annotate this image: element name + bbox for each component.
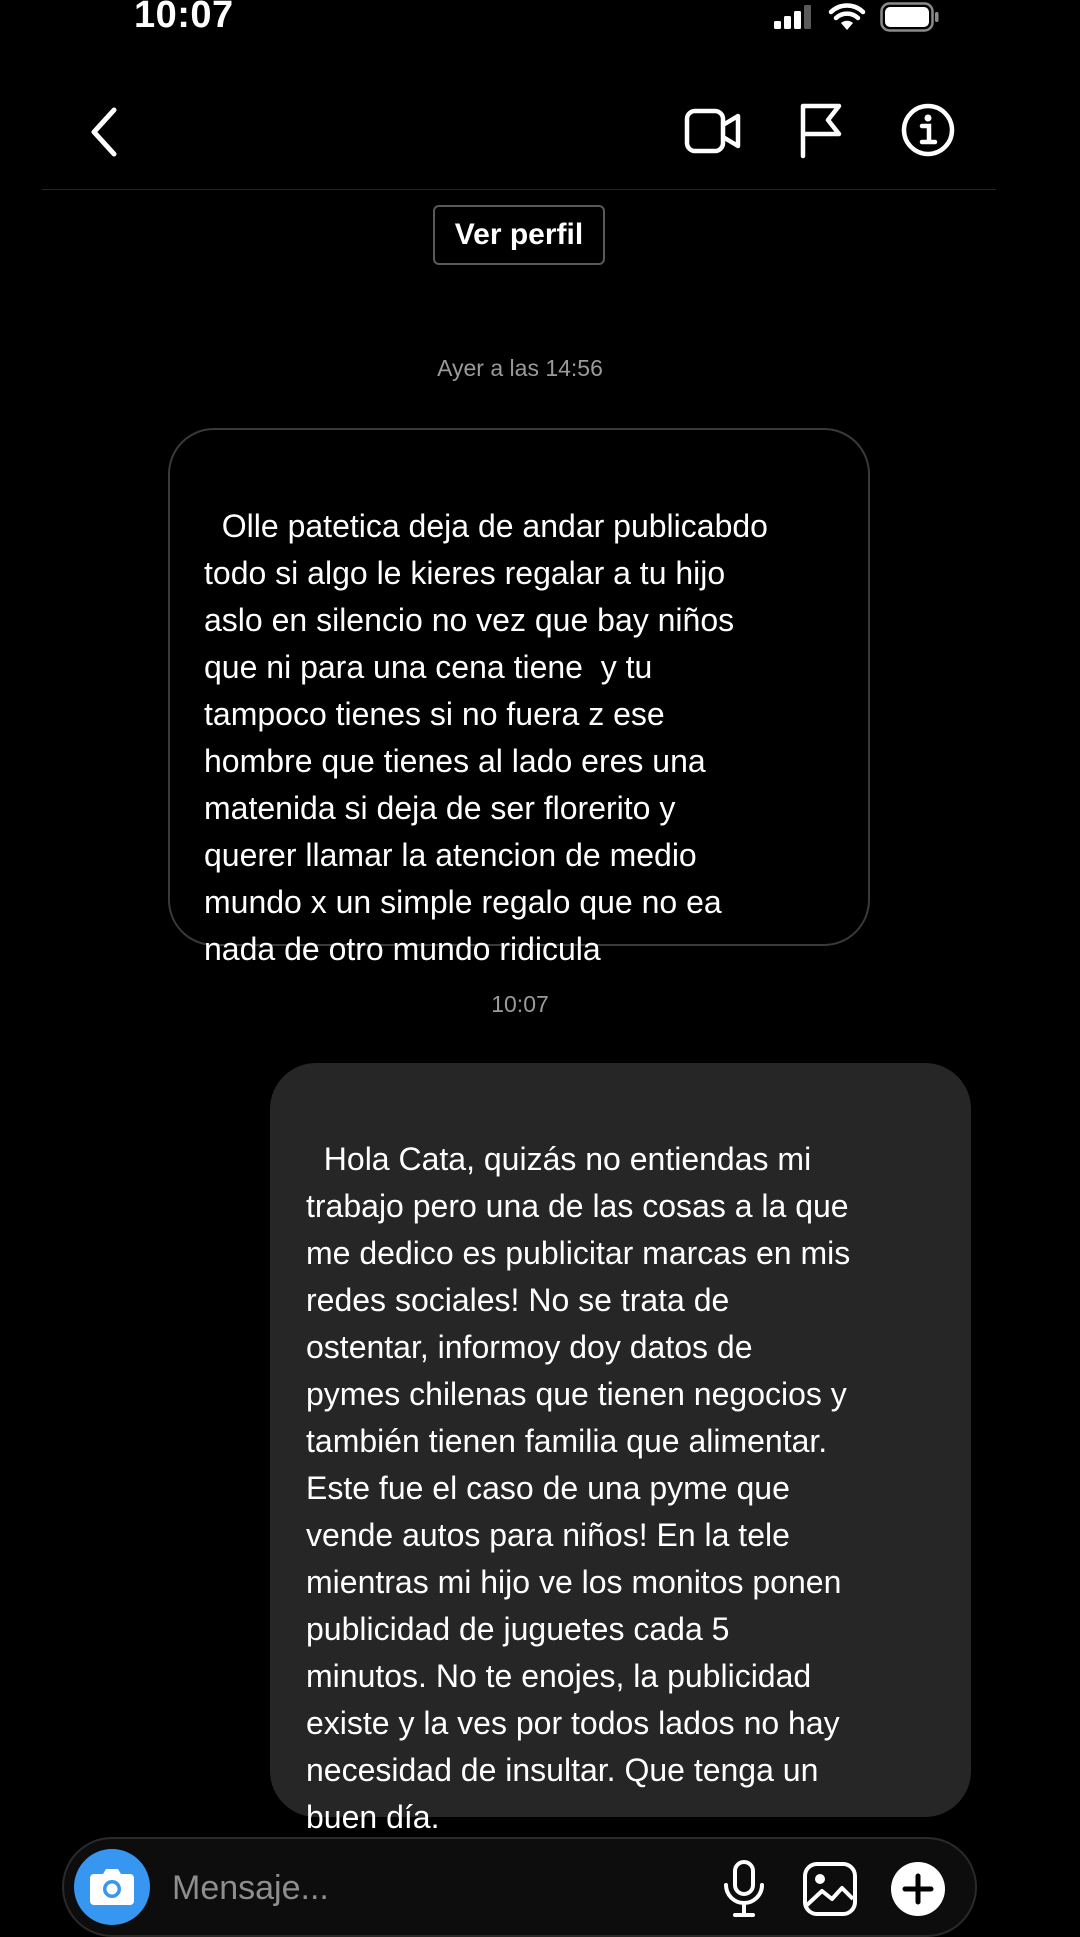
message-timestamp: Ayer a las 14:56 (437, 355, 603, 381)
header-divider (42, 189, 996, 190)
chat-header (0, 80, 1080, 190)
back-chevron-icon[interactable] (84, 102, 128, 162)
battery-icon (880, 2, 940, 32)
camera-icon[interactable] (74, 1849, 150, 1925)
view-profile-button[interactable]: Ver perfil (433, 205, 605, 265)
info-icon[interactable] (900, 102, 956, 158)
received-message-bubble[interactable] (168, 428, 870, 967)
message-composer (62, 1837, 977, 1937)
flag-icon[interactable] (798, 100, 844, 160)
status-icons (774, 0, 940, 34)
message-timestamp: 10:07 (491, 991, 549, 1017)
add-icon[interactable] (890, 1861, 946, 1917)
video-call-icon[interactable] (684, 106, 742, 156)
message-text: Hola Cata, quizás no entiendas mi trabajo pero una de las cosas a la que me dedico es publicitar marcas en mis redes sociales! No se trata de ostentar, informoy doy datos de pymes chilenas que tienen negocios y también tienen familia que alimentar. Este fue el caso de una pyme que vende autos para niños! En la tele mientras mi hijo ve los monitos ponen publicidad de juguetes cada 5 minutos. No te enojes, la publicidad existe y la ves por todos lados no hay necesidad de insultar. Que tenga un buen día. (306, 1141, 851, 1835)
gallery-icon[interactable] (802, 1861, 858, 1917)
microphone-icon[interactable] (722, 1859, 766, 1919)
message-text: Olle patetica deja de andar publicabdo todo si algo le kieres regalar a tu hijo aslo en silencio no vez que bay niños que ni para una cena tiene y tu tampoco tienes si no fuera z ese hombre que tienes al lado eres una matenida si deja de ser florerito y querer llamar la atencion de medio mundo x un simple regalo que no ea nada de otro mundo ridicula (204, 508, 768, 967)
wifi-icon (828, 3, 866, 31)
message-input[interactable] (170, 1857, 614, 1919)
signal-icon (774, 5, 814, 29)
sent-message-bubble[interactable] (270, 1063, 971, 1835)
status-bar (0, 0, 1080, 40)
status-time: 10:07 (134, 0, 234, 36)
